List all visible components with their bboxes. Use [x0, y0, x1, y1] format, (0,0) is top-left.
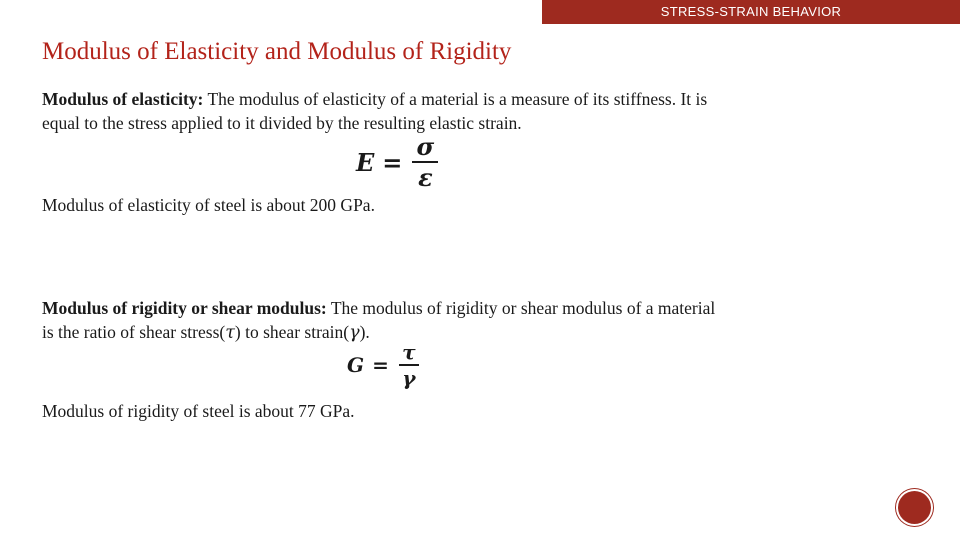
formula-g-equals: =	[372, 353, 389, 377]
elasticity-formula	[356, 132, 438, 192]
formula-g-denominator: γ	[402, 366, 416, 390]
rigidity-definition	[42, 296, 722, 345]
rigidity-definition-part2: ) to shear strain(	[234, 322, 350, 342]
rigidity-definition-part1: The modulus of rigidity or shear modulus of a material is the ratio of shear stress(	[42, 298, 716, 342]
formula-g-lhs: G	[347, 353, 365, 377]
rigidity-term: Modulus of rigidity or shear modulus:	[42, 298, 327, 318]
section-header-bar	[542, 0, 960, 24]
rigidity-note: Modulus of rigidity of steel is about 77 GPa.	[42, 401, 355, 421]
formula-e-denominator: ε	[418, 163, 433, 192]
formula-g-fraction	[399, 340, 419, 390]
formula-e-equals: =	[382, 147, 403, 177]
section-label: STRESS-STRAIN BEHAVIOR	[660, 4, 842, 19]
formula-e-lhs: E	[356, 147, 375, 177]
elasticity-definition	[42, 87, 722, 135]
tau-symbol: τ	[225, 323, 235, 343]
rigidity-formula	[347, 340, 419, 390]
elasticity-definition-text: The modulus of elasticity of a material is a measure of its stiffness. It is equal to the stress applied to it divided by the resulting elastic strain.	[42, 89, 708, 133]
formula-g-numerator: τ	[402, 340, 416, 364]
formula-e-numerator: σ	[416, 132, 435, 161]
rigidity-definition-part3: ).	[359, 322, 370, 342]
elasticity-note: Modulus of elasticity of steel is about 200 GPa.	[42, 195, 375, 215]
gamma-symbol: γ	[349, 323, 360, 343]
elasticity-term: Modulus of elasticity:	[42, 89, 204, 109]
formula-e-fraction	[412, 132, 438, 192]
slide-title: Modulus of Elasticity and Modulus of Rigidity	[42, 38, 512, 65]
page-number-badge	[898, 491, 931, 524]
